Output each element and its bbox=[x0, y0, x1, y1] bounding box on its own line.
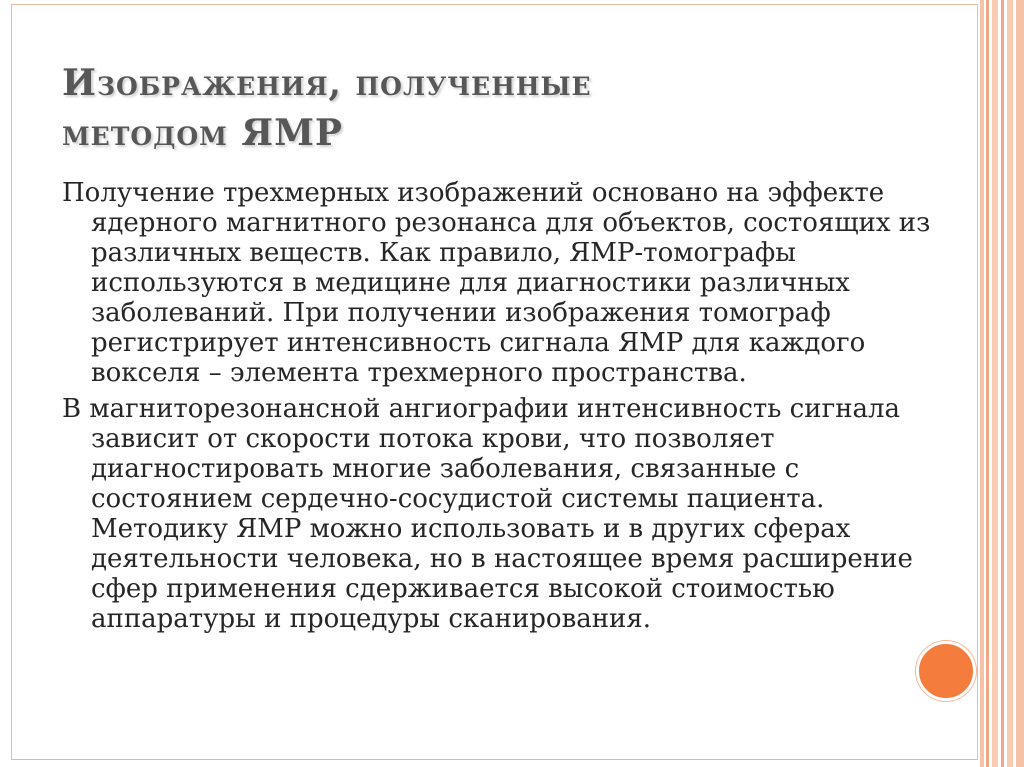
decorative-circle bbox=[916, 641, 976, 701]
decorative-stripe bbox=[1016, 0, 1024, 767]
body-paragraph: Получение трехмерных изображений основано на эффекте ядерного магнитного резонанса для объектов, состоящих из различных веществ. Как правило, ЯМР-томографы используются в медицине для диагностики различных заболеваний. При получении изображения томограф регистрирует интенсивность сигнала ЯМР для каждого вокселя – элемента трехмерного пространства. bbox=[62, 178, 931, 388]
slide-title-line-1: Изображения, полученные bbox=[62, 62, 592, 104]
decorative-stripe bbox=[986, 0, 989, 767]
decorative-stripe bbox=[992, 0, 998, 767]
slide-title bbox=[62, 58, 922, 158]
decorative-stripe bbox=[980, 0, 984, 767]
slide-body bbox=[62, 178, 932, 640]
slide-title-line-2: методом ЯМР bbox=[62, 112, 343, 154]
decorative-stripe bbox=[1001, 0, 1004, 767]
decorative-stripe bbox=[1007, 0, 1013, 767]
body-paragraph: В магниторезонансной ангиографии интенсивность сигнала зависит от скорости потока крови, что позволяет диагностировать многие заболевания, связанные с состоянием сердечно-сосудистой системы пациента. Методику ЯМР можно использовать и в других сферах деятельности человека, но в настоящее время расширение сфер применения сдерживается высокой стоимостью аппаратуры и процедуры сканирования. bbox=[62, 394, 913, 634]
